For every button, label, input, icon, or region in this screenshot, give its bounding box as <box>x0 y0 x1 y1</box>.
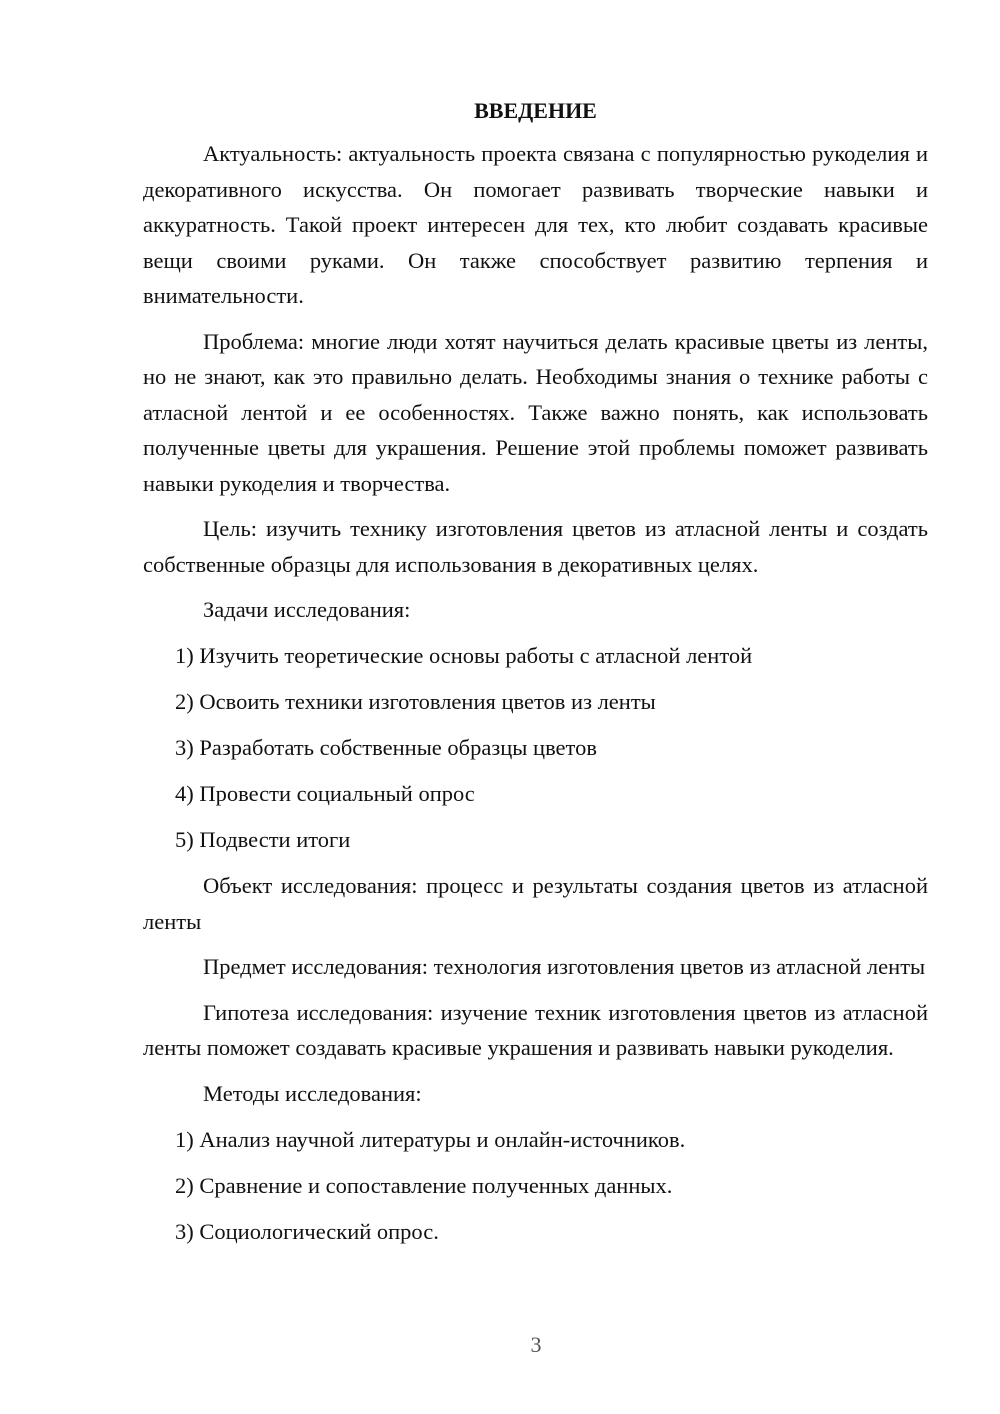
method-item-3: 3) Социологический опрос. <box>175 1218 439 1244</box>
tasks-heading: Задачи исследования: <box>203 597 411 622</box>
methods-heading: Методы исследования: <box>203 1080 422 1106</box>
method-item-1: 1) Анализ научной литературы и онлайн-источников. <box>175 1126 686 1152</box>
methods-list <box>143 1122 928 1250</box>
page-content <box>143 96 928 1260</box>
task-item-4: 4) Провести социальный опрос <box>175 781 475 806</box>
object-paragraph: Объект исследования: процесс и результаты создания цветов из атласной ленты <box>143 873 928 934</box>
section-title: ВВЕДЕНИЕ <box>474 98 597 123</box>
task-item-5: 5) Подвести итоги <box>175 827 351 852</box>
goal-paragraph: Цель: изучить технику изготовления цветов из атласной ленты и создать собственные образцы для использования в декоративных целях. <box>143 516 928 577</box>
subject-paragraph: Предмет исследования: технология изготовления цветов из атласной ленты <box>203 954 926 979</box>
relevance-paragraph: Актуальность: актуальность проекта связана с популярностью рукоделия и декоративного искусства. Он помогает развивать творческие навыки и аккуратность. Такой проект интересен для тех, кто любит создавать красивые вещи своими руками. Он также способствует развитию терпения и внимательности. <box>143 141 928 308</box>
page-number: 3 <box>530 1332 542 1357</box>
hypothesis-paragraph: Гипотеза исследования: изучение техник изготовления цветов из атласной ленты поможет создавать красивые украшения и развивать навыки рукоделия. <box>143 999 928 1060</box>
task-item-2: 2) Освоить техники изготовления цветов из ленты <box>175 689 656 714</box>
task-item-3: 3) Разработать собственные образцы цветов <box>175 735 597 760</box>
tasks-list <box>143 638 928 858</box>
task-item-1: 1) Изучить теоретические основы работы с атласной лентой <box>175 643 753 668</box>
problem-paragraph: Проблема: многие люди хотят научиться делать красивые цветы из ленты, но не знают, как это правильно делать. Необходимы знания о технике работы с атласной лентой и ее особенностях. Также важно понять, как использовать полученные цветы для украшения. Решение этой проблемы поможет развивать навыки рукоделия и творчества. <box>143 328 928 496</box>
method-item-2: 2) Сравнение и сопоставление полученных данных. <box>175 1172 673 1198</box>
